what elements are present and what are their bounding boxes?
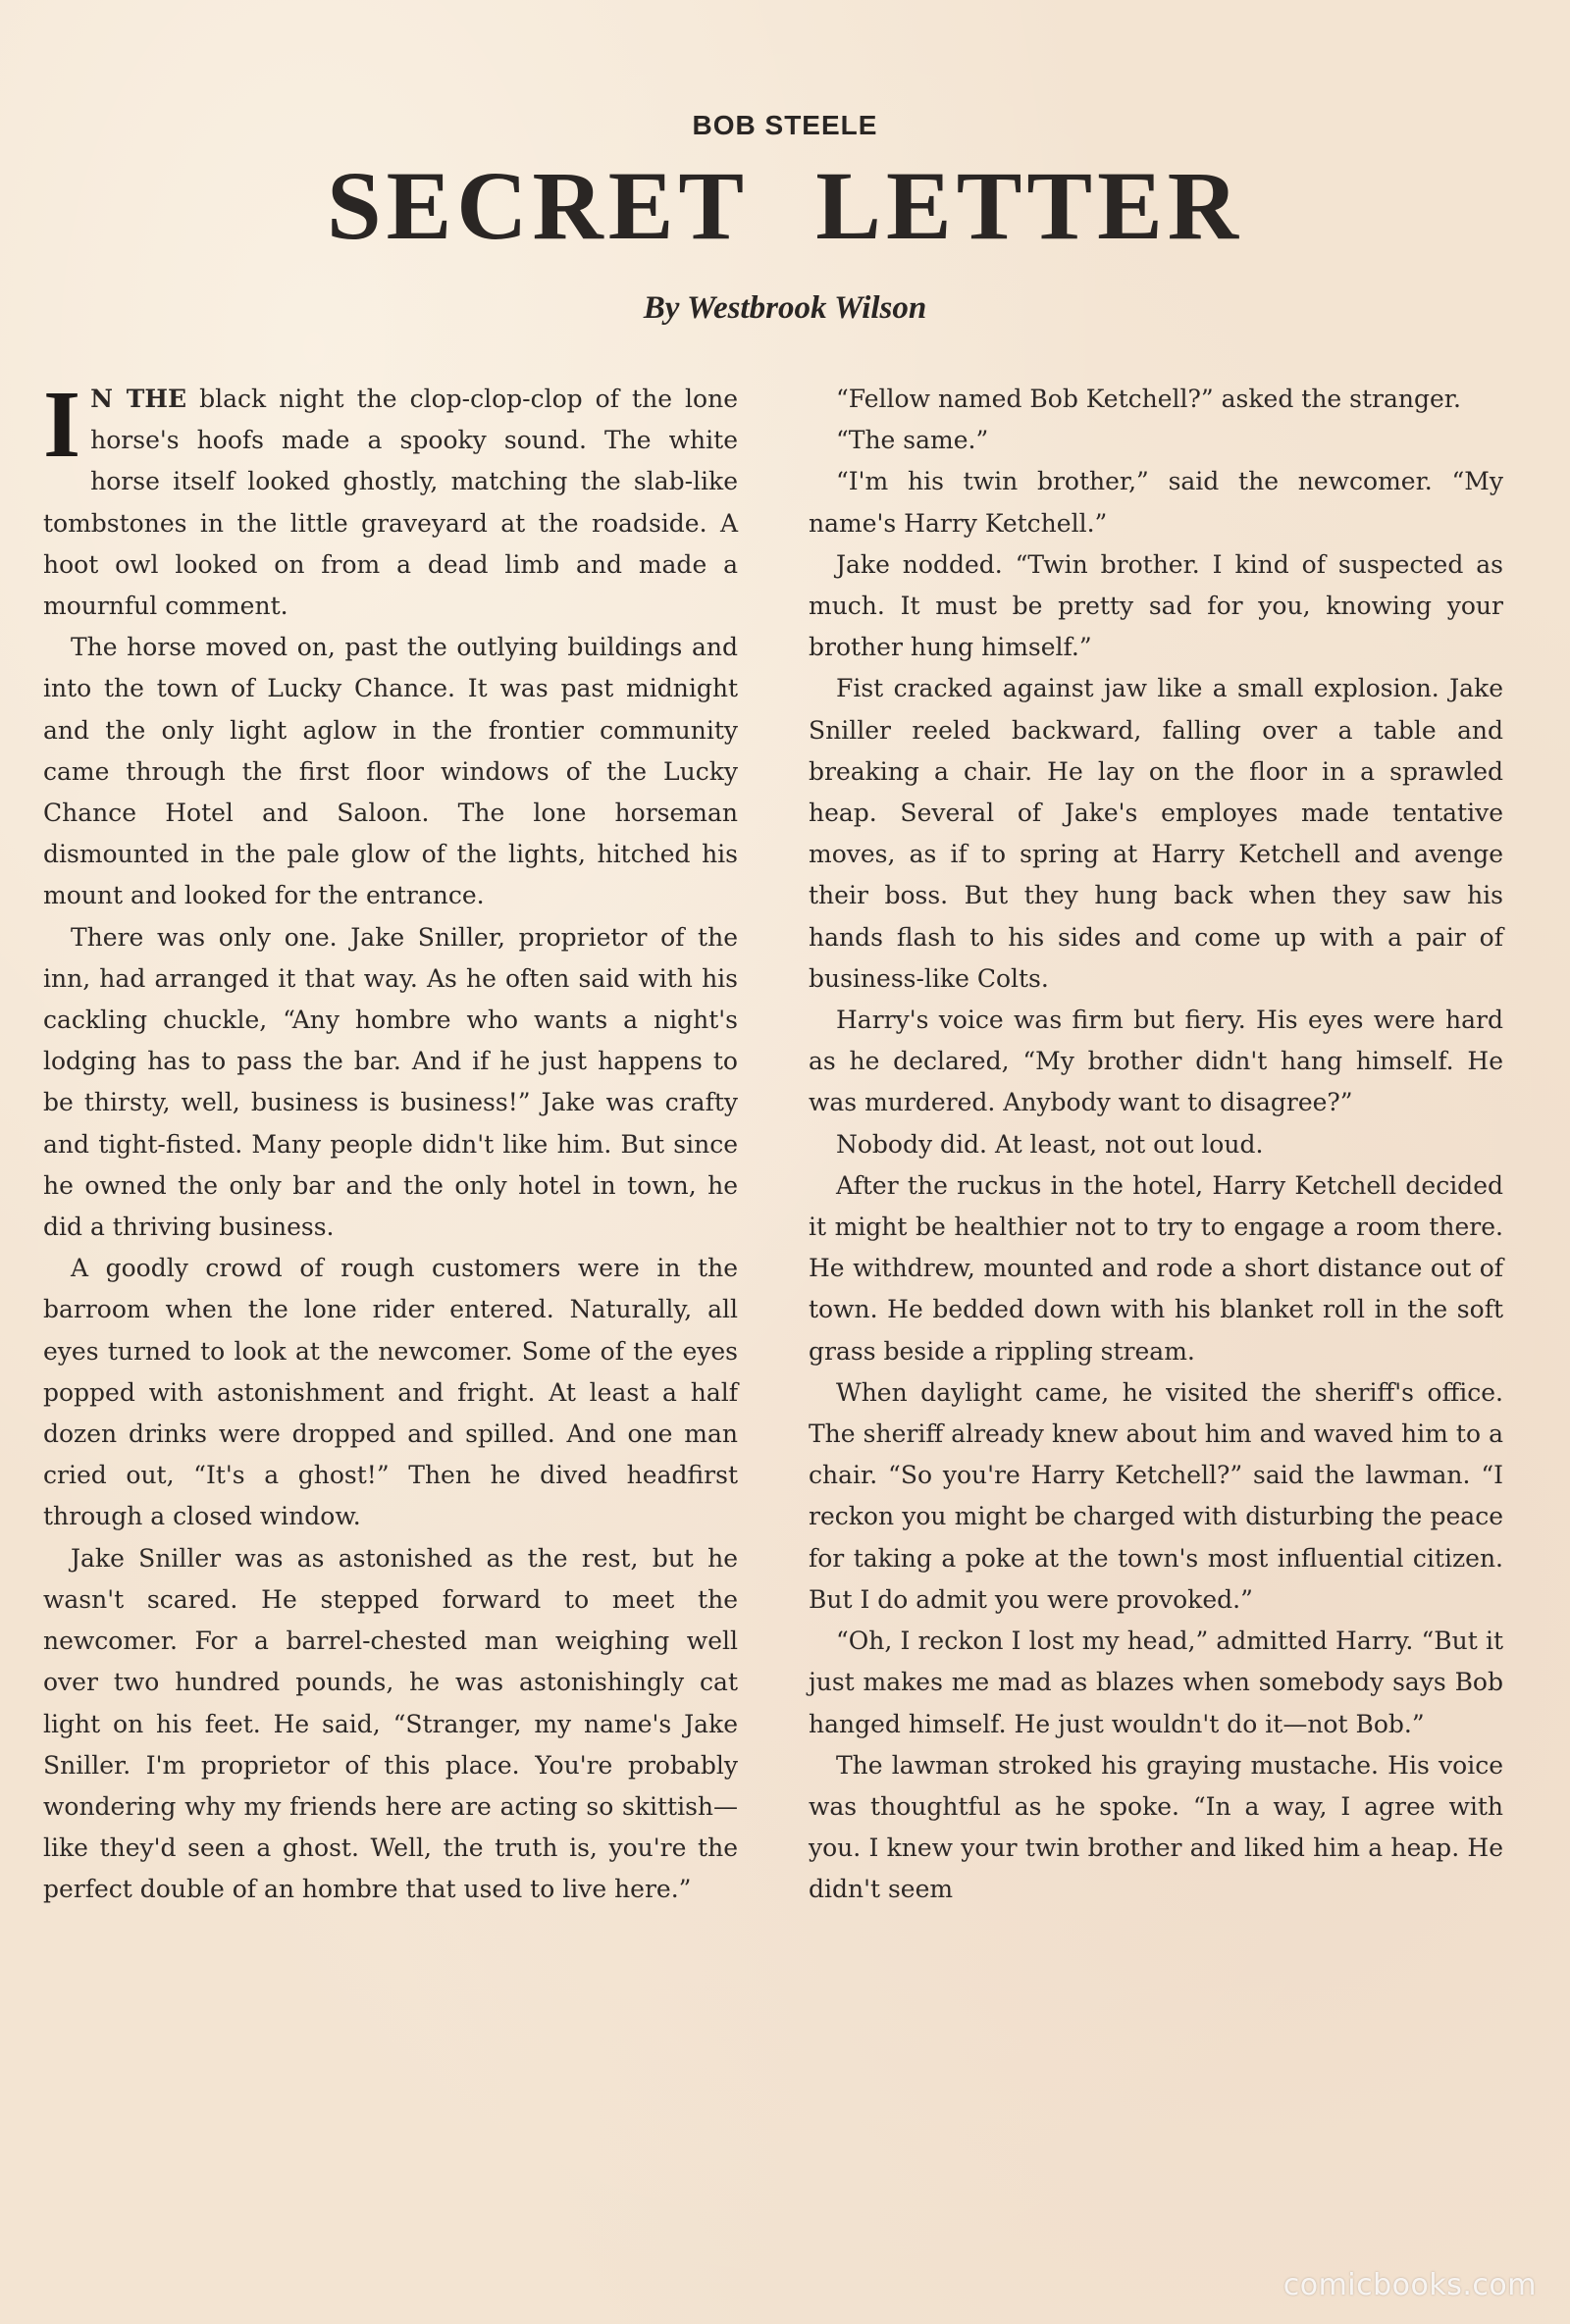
paragraph: Harry's voice was firm but fiery. His eyes were hard as he declared, “My brother didn't hang himself. He was murdered. Anybody want to disagree?”: [809, 1006, 1503, 1117]
text-column-right: [809, 379, 1503, 1911]
series-heading: BOB STEELE: [692, 110, 878, 140]
paragraph: “The same.”: [836, 426, 989, 455]
paragraph: “I'm his twin brother,” said the newcomer. “My name's Harry Ketchell.”: [809, 467, 1503, 538]
paragraph: “Oh, I reckon I lost my head,” admitted Harry. “But it just makes me mad as blazes when somebody says Bob hanged himself. He just wouldn't do it—not Bob.”: [809, 1627, 1503, 1738]
paragraph: The horse moved on, past the outlying buildings and into the town of Lucky Chance. It was past midnight and the only light aglow in the frontier community came through the first floor windows of the Lucky Chance Hotel and Saloon. The lone horseman dismounted in the pale glow of the lights, hitched his mount and looked for the entrance.: [43, 633, 738, 910]
paragraph: When daylight came, he visited the sheriff's office. The sheriff already knew about him and waved him to a chair. “So you're Harry Ketchell?” said the lawman. “I reckon you might be charged with disturbing the peace for taking a poke at the town's most influential citizen. But I do admit you were provoked.”: [809, 1377, 1503, 1614]
paragraph: Nobody did. At least, not out loud.: [836, 1129, 1264, 1159]
paragraph: There was only one. Jake Sniller, proprietor of the inn, had arranged it that way. As he often said with his cackling chuckle, “Any hombre who wants a night's lodging has to pass the bar. And if he just happens to be thirsty, well, business is business!” Jake was crafty and tight-fisted. Many people didn't like him. But since he owned the only bar and the only hotel in town, he did a thriving business.: [43, 922, 738, 1242]
paragraph: Fist cracked against jaw like a small explosion. Jake Sniller reeled backward, falling over a table and breaking a chair. He lay on the floor in a sprawled heap. Several of Jake's employes made tentative moves, as if to spring at Harry Ketchell and avenge their boss. But they hung back when they saw his hands flash to his sides and come up with a pair of business-like Colts.: [809, 674, 1503, 993]
paragraph-text: black night the clop-clop-clop of the lone horse's hoofs made a spooky sound. The white horse itself looked ghostly, matching the slab-like tombstones in the little graveyard at the roadside. A hoot owl looked on from a dead limb and made a mournful comment.: [43, 385, 738, 621]
paragraph: Jake Sniller was as astonished as the rest, but he wasn't scared. He stepped forward to meet the newcomer. For a barrel-chested man weighing well over two hundred pounds, he was astonishingly cat light on his feet. He said, “Stranger, my name's Jake Sniller. I'm proprietor of this place. You're probably wondering why my friends here are acting so skittish—like they'd seen a ghost. Well, the truth is, you're the perfect double of an hombre that used to live here.”: [43, 1543, 738, 1904]
watermark: comicbooks.com: [1282, 2268, 1537, 2302]
story-title: SECRET LETTER: [326, 151, 1244, 260]
paragraph: [43, 372, 738, 627]
paragraph: Jake nodded. “Twin brother. I kind of suspected as much. It must be pretty sad for you, knowing your brother hung himself.”: [809, 549, 1503, 662]
drop-cap: I: [43, 372, 81, 478]
byline: By Westbrook Wilson: [643, 290, 927, 326]
paragraph: A goodly crowd of rough customers were in the barroom when the lone rider entered. Naturally, all eyes turned to look at the newcomer. Some of the eyes popped with astonishment and fright. At least a half dozen drinks were dropped and spilled. And one man cried out, “It's a ghost!” Then he dived headfirst through a closed window.: [43, 1254, 738, 1531]
paragraph: “Fellow named Bob Ketchell?” asked the stranger.: [836, 385, 1461, 413]
text-column-left: [43, 372, 738, 1911]
lead-in: N THE: [90, 385, 187, 413]
paragraph: After the ruckus in the hotel, Harry Ketchell decided it might be healthier not to try to engage a room there. He withdrew, mounted and rode a short distance out of town. He bedded down with his blanket roll in the soft grass beside a rippling stream.: [809, 1170, 1503, 1366]
paragraph: The lawman stroked his graying mustache. His voice was thoughtful as he spoke. “In a way, I agree with you. I knew your twin brother and liked him a heap. He didn't seem: [809, 1750, 1503, 1904]
